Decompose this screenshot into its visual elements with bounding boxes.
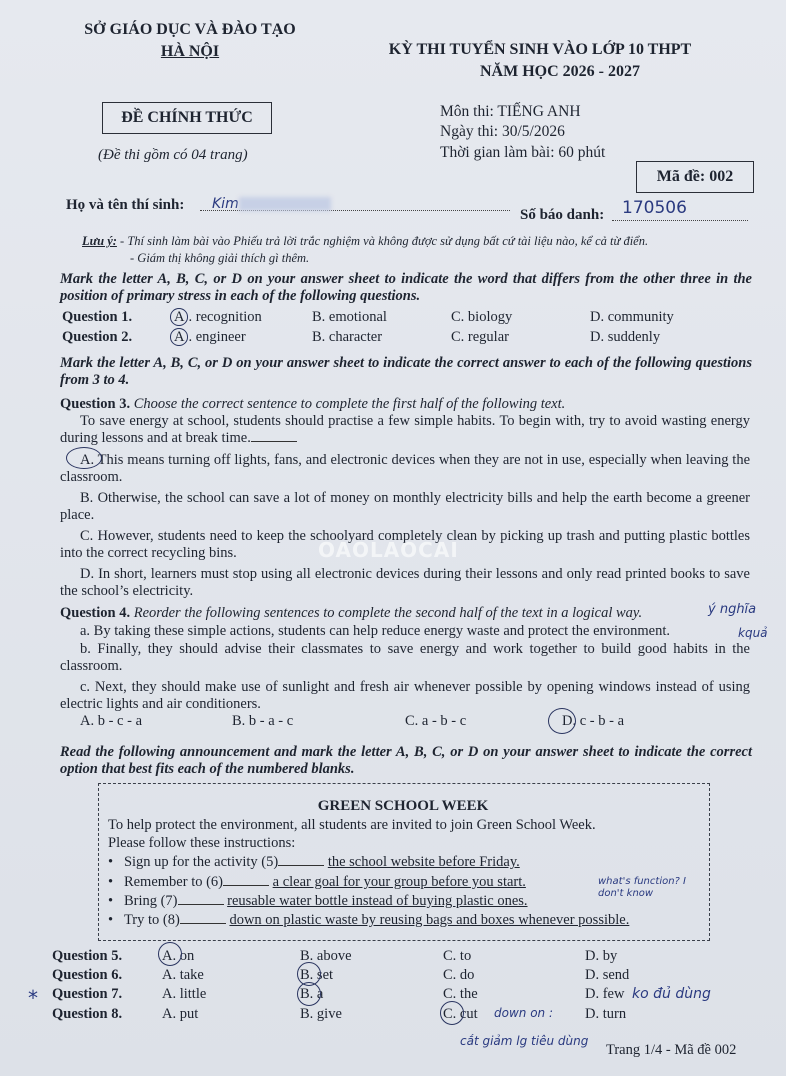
q3-answer-circle [66, 447, 102, 469]
bullet-8: • Try to (8) down on plastic waste by reusing bags and boxes whenever possible. [108, 912, 630, 928]
q8-answer-circle [440, 1001, 464, 1025]
exam-date: Ngày thi: 30/5/2026 [440, 123, 565, 140]
q8-option-a[interactable]: A. put [162, 1006, 199, 1022]
announcement-follow: Please follow these instructions: [108, 835, 296, 851]
candidate-name-label: Họ và tên thí sinh: [66, 197, 185, 213]
question-4-heading: Question 4. Reorder the following sentences to complete the second half of the text in a logical way. [60, 605, 643, 621]
q6-option-b[interactable]: B. set [300, 967, 334, 983]
q5-label: Question 5. [52, 948, 123, 964]
candidate-number-label: Số báo danh: [520, 207, 605, 223]
q5-option-a[interactable]: A. on [162, 948, 195, 964]
question-3-heading: Question 3. Choose the correct sentence to complete the first half of the following text. [60, 396, 566, 412]
q6-label: Question 6. [52, 967, 123, 983]
page-footer: Trang 1/4 - Mã đề 002 [606, 1042, 737, 1058]
exam-title: KỲ THI TUYỂN SINH VÀO LỚP 10 THPT [388, 41, 692, 58]
official-label: ĐỀ CHÍNH THỨC [102, 102, 272, 134]
q6-option-a[interactable]: A. take [162, 967, 204, 983]
note-q8-meaning: cắt giảm lg tiêu dùng [460, 1034, 589, 1048]
announcement-title: GREEN SCHOOL WEEK [317, 798, 489, 814]
q1-option-c[interactable]: C. biology [451, 309, 513, 325]
notes-line1: Lưu ý: - Thí sinh làm bài vào Phiếu trả lời trắc nghiệm và không được sử dụng bất cứ tài liệu nào, kể cả từ điển. [82, 234, 649, 248]
dept-line1: SỞ GIÁO DỤC VÀ ĐÀO TẠO [84, 21, 296, 38]
q5-option-d[interactable]: D. by [585, 948, 618, 964]
bullet-7: • Bring (7) reusable water bottle instead of buying plastic ones. [108, 893, 528, 909]
candidate-name-handwritten: Kim [212, 196, 331, 213]
exam-code: Mã đề: 002 [636, 161, 754, 193]
q3-option-c[interactable]: C. However, students need to keep the schoolyard completely clean by picking up trash and putting plastic bottles into the correct recycling bins. [60, 528, 750, 562]
q7-option-b[interactable]: B. a [300, 986, 324, 1002]
q1-option-d[interactable]: D. community [590, 309, 674, 325]
section2-instruction: Mark the letter A, B, C, or D on your answer sheet to indicate the correct answer to each of the following questions from 3 to 4. [60, 355, 752, 389]
section1-instruction: Mark the letter A, B, C, or D on your answer sheet to indicate the word that differs from the other three in the position of primary stress in each of the following questions. [60, 271, 752, 305]
q4-sentence-c: c. Next, they should make use of sunlight and fresh air whenever possible by opening windows instead of using electric lights and air conditioners. [60, 679, 750, 713]
candidate-number-line [612, 220, 748, 221]
q8-option-b[interactable]: B. give [300, 1006, 342, 1022]
duration: Thời gian làm bài: 60 phút [440, 144, 606, 161]
q7-option-c[interactable]: C. the [443, 986, 478, 1002]
q3-option-a[interactable]: A. This means turning off lights, fans, and electronic devices when they are not in use, especially when leaving the classroom. [60, 452, 750, 486]
q3-passage: To save energy at school, students should practise a few simple habits. To begin with, try to avoid wasting energy during lessons and at break time. [60, 413, 750, 447]
q2-option-b[interactable]: B. character [312, 329, 383, 345]
q8-label: Question 8. [52, 1006, 123, 1022]
q1-option-b[interactable]: B. emotional [312, 309, 387, 325]
q4-option-b[interactable]: B. b - a - c [232, 713, 294, 729]
note-function: what's function? I don't know [598, 876, 686, 899]
q5-option-b[interactable]: B. above [300, 948, 352, 964]
note-q8: down on : [494, 1006, 553, 1020]
announcement-intro: To help protect the environment, all students are invited to join Green School Week. [108, 817, 596, 833]
q4-option-c[interactable]: C. a - b - c [405, 713, 467, 729]
note-ynghia: ý nghĩa [708, 602, 757, 617]
q7-option-d[interactable]: D. few [585, 986, 625, 1002]
q3-option-b[interactable]: B. Otherwise, the school can save a lot of money on monthly electricity bills and help the earth become a greener place. [60, 490, 750, 524]
q2-option-a[interactable]: A . engineer [174, 329, 246, 346]
q4-sentence-b: b. Finally, they should advise their classmates to save energy and work together to build good habits in the classroom. [60, 641, 750, 675]
q6-option-c[interactable]: C. do [443, 967, 475, 983]
q3-option-d[interactable]: D. In short, learners must stop using all electronic devices during their lessons and only read printed books to save the school’s electricity. [60, 566, 750, 600]
q7-label: Question 7. [52, 986, 123, 1002]
notes-line2: - Giám thị không giải thích gì thêm. [130, 251, 310, 265]
q4-answer-circle [548, 708, 576, 734]
subject: Môn thi: TIẾNG ANH [440, 103, 581, 120]
q1-label: Question 1. [62, 309, 133, 325]
q4-sentence-a: a. By taking these simple actions, students can help reduce energy waste and protect the environment. [80, 623, 671, 639]
pages-note: (Đề thi gồm có 04 trang) [98, 147, 248, 163]
dept-line2: HÀ NỘI [160, 43, 220, 60]
q1-option-a[interactable]: A . recognition [174, 309, 262, 326]
note-qua: kquả [738, 626, 768, 640]
q2-label: Question 2. [62, 329, 133, 345]
watermark: OAOLAOCAI [318, 538, 459, 562]
q5-answer-circle [158, 942, 182, 966]
bullet-5: • Sign up for the activity (5) the school website before Friday. [108, 854, 520, 870]
q8-option-c[interactable]: C. cut [443, 1006, 478, 1022]
q4-option-a[interactable]: A. b - c - a [80, 713, 143, 729]
q4-option-d[interactable]: D. c - b - a [562, 713, 625, 729]
q8-option-d[interactable]: D. turn [585, 1006, 627, 1022]
q7-star-mark: * [28, 986, 38, 1010]
q2-option-c[interactable]: C. regular [451, 329, 509, 345]
note-q7: ko đủ dùng [632, 986, 711, 1002]
q7-option-a[interactable]: A. little [162, 986, 207, 1002]
school-year: NĂM HỌC 2026 - 2027 [480, 63, 640, 80]
q2-option-d[interactable]: D. suddenly [590, 329, 661, 345]
q7-answer-circle [297, 982, 324, 1006]
bullet-6: • Remember to (6) a clear goal for your group before you start. [108, 874, 526, 890]
q6-option-d[interactable]: D. send [585, 967, 630, 983]
section3-instruction: Read the following announcement and mark the letter A, B, C, or D on your answer sheet to indicate the correct option that best fits each of the numbered blanks. [60, 744, 752, 778]
candidate-number-value: 170506 [622, 198, 687, 218]
q5-option-c[interactable]: C. to [443, 948, 472, 964]
